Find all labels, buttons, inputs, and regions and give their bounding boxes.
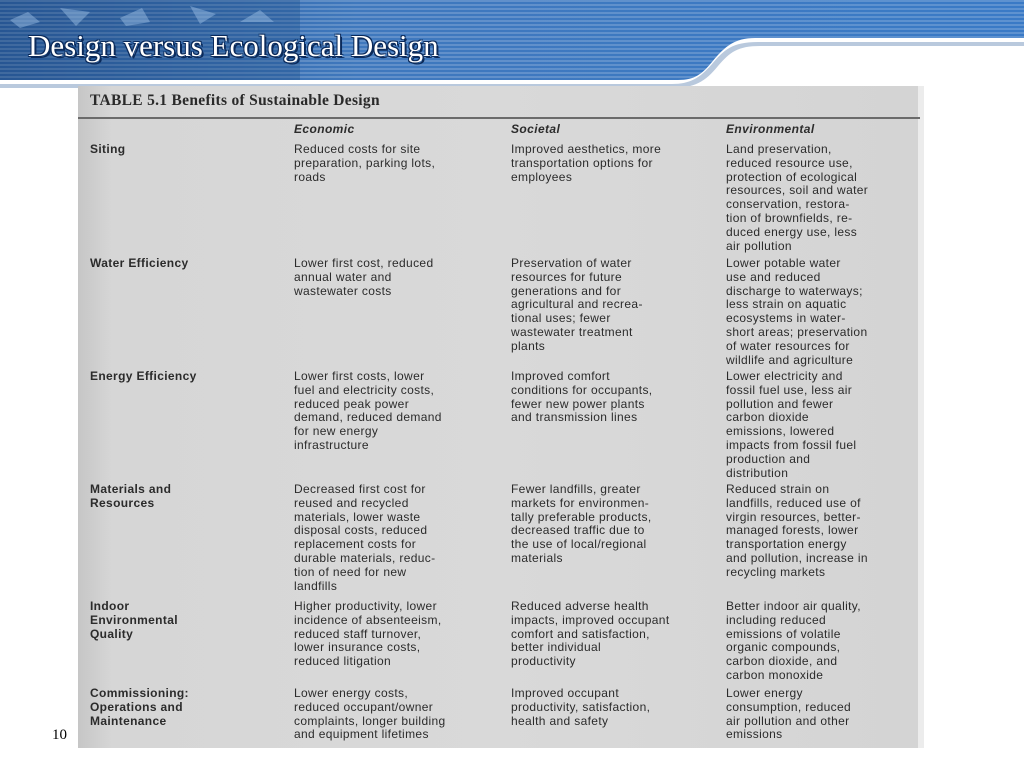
- column-header-societal: Societal: [511, 122, 561, 136]
- cell-environmental: Reduced strain on landfills, reduced use of virgin resources, better- managed forests, lower transportation energy and pollution, increase in recycling markets: [726, 482, 868, 579]
- column-header-economic: Economic: [294, 122, 355, 136]
- cell-economic: Lower first costs, lower fuel and electricity costs, reduced peak power demand, reduced demand for new energy infrastructure: [294, 369, 442, 452]
- row-label: Materials and Resources: [90, 482, 172, 510]
- cell-environmental: Lower energy consumption, reduced air pollution and other emissions: [726, 686, 852, 742]
- cell-societal: Improved occupant productivity, satisfaction, health and safety: [511, 686, 651, 728]
- scanned-table-image: [78, 86, 924, 748]
- cell-environmental: Land preservation, reduced resource use, protection of ecological resources, soil and water conservation, restora- tion of brownfields, re- duced energy use, less air pollution: [726, 142, 869, 253]
- cell-economic: Reduced costs for site preparation, parking lots, roads: [294, 142, 436, 184]
- cell-societal: Fewer landfills, greater markets for environmen- tally preferable products, decreased traffic due to the use of local/regional materials: [511, 482, 652, 565]
- cell-societal: Improved aesthetics, more transportation options for employees: [511, 142, 662, 184]
- cell-societal: Preservation of water resources for future generations and for agricultural and recrea- tional uses; fewer wastewater treatment plants: [511, 256, 643, 353]
- cell-economic: Lower energy costs, reduced occupant/owner complaints, longer building and equipment lifetimes: [294, 686, 446, 742]
- cell-environmental: Lower electricity and fossil fuel use, less air pollution and fewer carbon dioxide emissions, lowered impacts from fossil fuel production and distribution: [726, 369, 857, 480]
- cell-economic: Lower first cost, reduced annual water and wastewater costs: [294, 256, 434, 298]
- row-label: Siting: [90, 142, 126, 156]
- column-header-environmental: Environmental: [726, 122, 815, 136]
- slide-title: Design versus Ecological Design: [28, 28, 439, 63]
- cell-economic: Decreased first cost for reused and recycled materials, lower waste disposal costs, reduced replacement costs for durable materials, reduc- tion of need for new landfills: [294, 482, 436, 593]
- cell-economic: Higher productivity, lower incidence of absenteeism, reduced staff turnover, lower insurance costs, reduced litigation: [294, 599, 442, 669]
- cell-environmental: Better indoor air quality, including reduced emissions of volatile organic compounds, carbon dioxide, and carbon monoxide: [726, 599, 861, 682]
- cell-societal: Reduced adverse health impacts, improved occupant comfort and satisfaction, better individual productivity: [511, 599, 670, 669]
- cell-societal: Improved comfort conditions for occupants, fewer new power plants and transmission lines: [511, 369, 653, 425]
- page-number: 10: [52, 727, 67, 743]
- table-title: TABLE 5.1 Benefits of Sustainable Design: [90, 92, 380, 109]
- cell-environmental: Lower potable water use and reduced discharge to waterways; less strain on aquatic ecosystems in water- short areas; preservation of water resources for wildlife and agriculture: [726, 256, 868, 367]
- table-top-rule: [78, 117, 920, 119]
- row-label: Commissioning: Operations and Maintenance: [90, 686, 189, 728]
- row-label: Water Efficiency: [90, 256, 189, 270]
- row-label: Indoor Environmental Quality: [90, 599, 178, 641]
- row-label: Energy Efficiency: [90, 369, 197, 383]
